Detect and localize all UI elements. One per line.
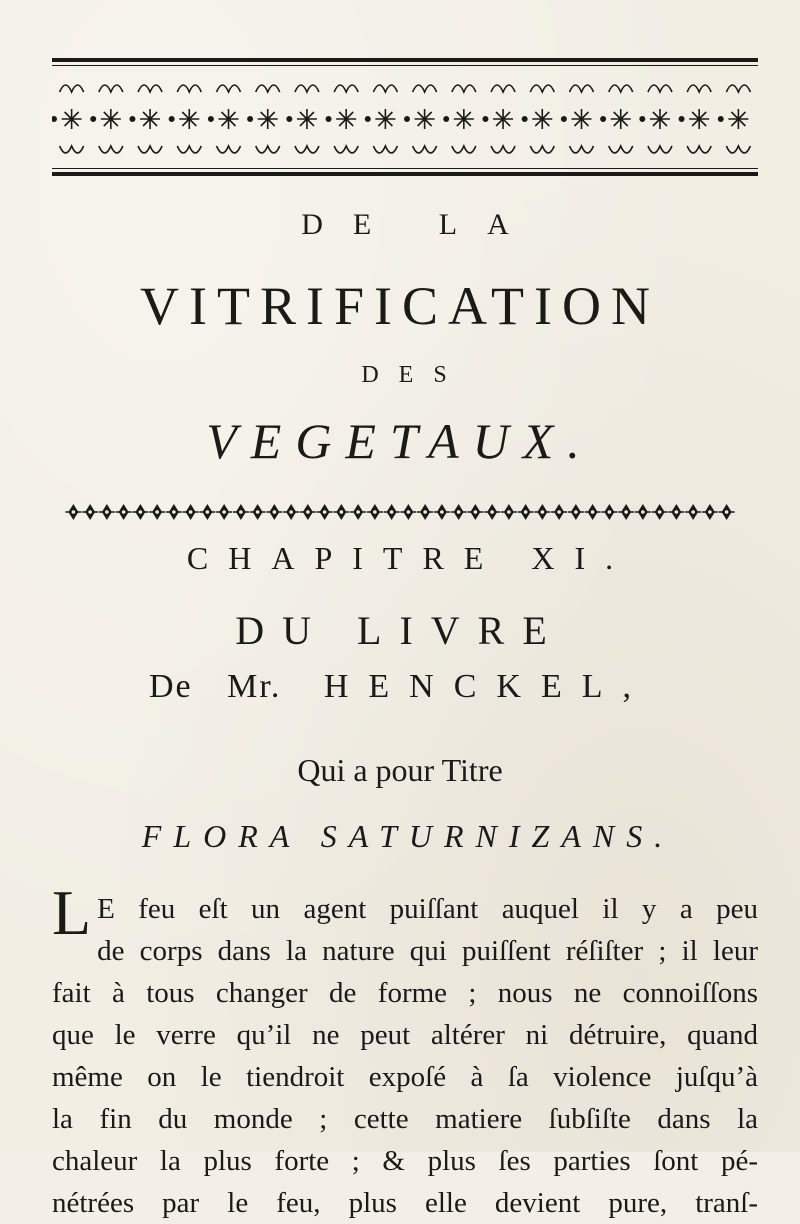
fleuron-icon (283, 504, 299, 520)
ornament-motif (601, 85, 633, 153)
body-line: même on le tiendroit expoſé à ſa violence juſqu’à (52, 1061, 758, 1093)
ornament-pattern (52, 70, 758, 168)
fleuron-icon (417, 504, 433, 520)
ornament-motif (326, 85, 358, 153)
fleuron-icon (618, 504, 634, 520)
ornament-motif (248, 85, 280, 153)
fleuron-icon (702, 504, 718, 520)
fleuron-icon (183, 504, 199, 520)
ornament-motif (130, 85, 162, 153)
body-line: la fin du monde ; cette matiere ſubſiſte dans la (52, 1103, 758, 1135)
fleuron-icon (367, 504, 383, 520)
fleuron-row-icon (65, 500, 735, 524)
fleuron-icon (333, 504, 349, 520)
fleuron-icon (317, 504, 333, 520)
fleuron-icon (132, 504, 148, 520)
fleuron-icon (484, 504, 500, 520)
fleuron-icon (384, 504, 400, 520)
ornament-motif (444, 85, 476, 153)
ornament-motif (640, 85, 672, 153)
fleuron-icon (451, 504, 467, 520)
fleuron-icon (467, 504, 483, 520)
fleuron-icon (250, 504, 266, 520)
fleuron-icon (551, 504, 567, 520)
fleuron-icon (82, 504, 98, 520)
fleuron-icon (300, 504, 316, 520)
fleuron-icon (518, 504, 534, 520)
author-name: HENCKEL, (323, 668, 651, 705)
ornament-motif (91, 85, 123, 153)
body-line: de corps dans la nature qui puiſſent réſiſter ; il leur (97, 935, 758, 967)
body-line: que le verre qu’il ne peut altérer ni détruire, quand (52, 1019, 758, 1051)
body-line: E feu eſt un agent puiſſant auquel il y a peu (97, 893, 758, 925)
drop-cap: L (52, 877, 92, 948)
ornament-motif (287, 85, 319, 153)
ornament-motif (483, 85, 515, 153)
fleuron-icon (199, 504, 215, 520)
title-vegetaux: VEGETAUX. (206, 413, 594, 469)
ornament-motif (522, 85, 554, 153)
author-de: De (149, 668, 193, 705)
work-title-flora: FLORA SATURNIZANS. (141, 818, 675, 854)
ornament-motif (209, 85, 241, 153)
fleuron-icon (719, 504, 735, 520)
author-mr: Mr. (227, 668, 282, 705)
fleuron-icon (585, 504, 601, 520)
body-line: fait à tous changer de forme ; nous ne connoiſſons (52, 977, 758, 1009)
subtitle-qui-a-pour-titre: Qui a pour Titre (297, 752, 503, 788)
fleuron-icon (534, 504, 550, 520)
title-des: DES (361, 362, 467, 388)
book-heading: DU LIVRE (235, 608, 565, 653)
fleuron-icon (601, 504, 617, 520)
body-line: nétrées par le feu, plus elle devient pure, tranſ- (52, 1187, 758, 1219)
fleuron-icon (216, 504, 232, 520)
fleuron-icon (116, 504, 132, 520)
fleuron-icon (233, 504, 249, 520)
body-paragraph (52, 877, 758, 1224)
fleuron-icon (652, 504, 668, 520)
author-line (0, 668, 800, 706)
ornament-motif (679, 85, 711, 153)
ornament-band-icon (52, 58, 758, 176)
fleuron-icon (685, 504, 701, 520)
title-vitrification: VITRIFICATION (140, 276, 660, 336)
fleuron-icon (99, 504, 115, 520)
ornament-motif (562, 85, 594, 153)
chapter-heading: CHAPITRE XI. (186, 540, 634, 576)
title-de-la: DE LA (301, 208, 539, 241)
fleuron-icon (350, 504, 366, 520)
fleuron-icon (568, 504, 584, 520)
fleuron-icon (400, 504, 416, 520)
fleuron-icon (65, 504, 81, 520)
ornament-motif (52, 85, 84, 153)
fleuron-icon (149, 504, 165, 520)
ornament-motif (366, 85, 398, 153)
body-line: chaleur la plus forte ; & plus ſes parties ſont pé- (52, 1145, 758, 1177)
ornament-motif (169, 85, 201, 153)
fleuron-icon (434, 504, 450, 520)
ornament-motif (405, 85, 437, 153)
fleuron-icon (635, 504, 651, 520)
fleuron-icon (501, 504, 517, 520)
fleuron-icon (166, 504, 182, 520)
ornament-motif (719, 85, 751, 153)
fleuron-icon (266, 504, 282, 520)
fleuron-icon (668, 504, 684, 520)
